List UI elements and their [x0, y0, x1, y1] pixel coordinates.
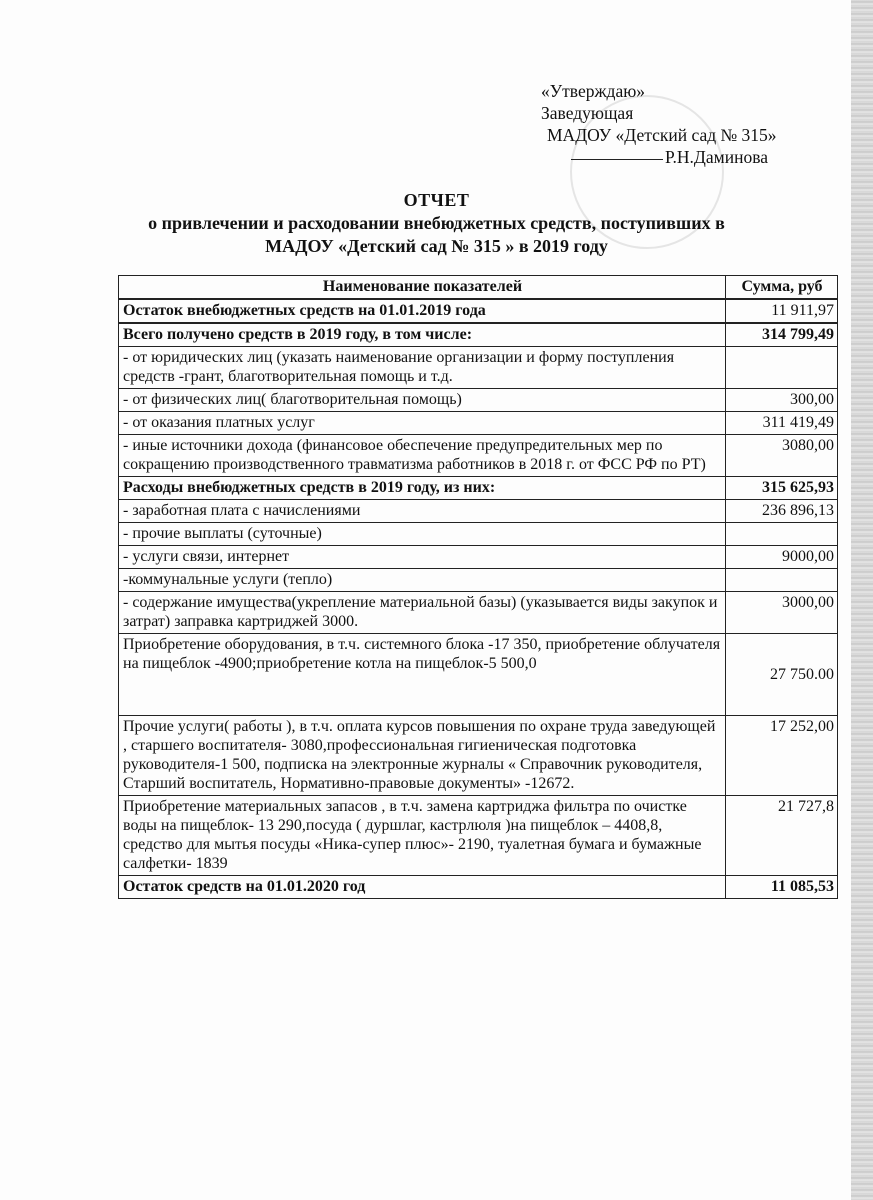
row-sum: 9000,00	[726, 546, 838, 569]
row-name: Всего получено средств в 2019 году, в том числе:	[119, 323, 726, 347]
row-name: - от оказания платных услуг	[119, 412, 726, 435]
row-name: - заработная плата с начислениями	[119, 500, 726, 523]
title-line-1: о привлечении и расходовании внебюджетных средств, поступивших в	[148, 213, 725, 233]
table-row	[119, 435, 838, 477]
table-row	[119, 500, 838, 523]
signature-line	[541, 146, 777, 168]
row-name: Расходы внебюджетных средств в 2019 году, из них:	[119, 477, 726, 500]
row-name: -коммунальные услуги (тепло)	[119, 569, 726, 592]
row-name: Прочие услуги( работы ), в т.ч. оплата курсов повышения по охране труда заведующей , старшего воспитателя- 3080,профессиональная гигиеническая подготовка руководителя-1 500, подписка на электронные журналы « Справочник руководителя, Старший воспитатель, Нормативно-правовые документы» -12672.	[119, 716, 726, 796]
approval-block	[541, 80, 777, 168]
header-name: Наименование показателей	[119, 276, 726, 300]
row-sum: 11 085,53	[726, 876, 838, 899]
row-sum: 27 750.00	[726, 634, 838, 716]
table-row	[119, 716, 838, 796]
row-name: Остаток средств на 01.01.2020 год	[119, 876, 726, 899]
report-title	[0, 189, 873, 258]
table-row	[119, 876, 838, 899]
row-name: - от физических лиц( благотворительная помощь)	[119, 389, 726, 412]
row-name: Приобретение материальных запасов , в т.ч. замена картриджа фильтра по очистке воды на пищеблок- 13 290,посуда ( дуршлаг, кастрлюля )на пищеблок – 4408,8, средство для мытья посуды «Ника-супер плюс»- 2190, туалетная бумага и бумажные салфетки- 1839	[119, 796, 726, 876]
title-heading: ОТЧЕТ	[403, 190, 470, 210]
table-row	[119, 477, 838, 500]
row-sum	[726, 347, 838, 389]
table-row	[119, 347, 838, 389]
row-sum: 315 625,93	[726, 477, 838, 500]
row-sum: 236 896,13	[726, 500, 838, 523]
header-sum: Сумма, руб	[726, 276, 838, 300]
row-sum: 17 252,00	[726, 716, 838, 796]
row-sum: 3080,00	[726, 435, 838, 477]
row-sum	[726, 569, 838, 592]
table-header-row	[119, 276, 838, 300]
row-sum: 11 911,97	[726, 299, 838, 323]
table-row	[119, 569, 838, 592]
table-row	[119, 412, 838, 435]
row-sum: 3000,00	[726, 592, 838, 634]
approval-line-1: «Утверждаю»	[541, 81, 646, 101]
row-sum: 21 727,8	[726, 796, 838, 876]
approval-line-2: Заведующая	[541, 103, 634, 123]
row-sum: 311 419,49	[726, 412, 838, 435]
row-name: Остаток внебюджетных средств на 01.01.2019 года	[119, 299, 726, 323]
signature-underline	[571, 159, 663, 160]
row-sum: 300,00	[726, 389, 838, 412]
row-name: - иные источники дохода (финансовое обеспечение предупредительных мер по сокращению производственного травматизма работников в 2018 г. от ФСС РФ по РТ)	[119, 435, 726, 477]
approval-line-3: МАДОУ «Детский сад № 315»	[547, 125, 777, 145]
row-sum: 314 799,49	[726, 323, 838, 347]
table-row	[119, 592, 838, 634]
table-row	[119, 796, 838, 876]
row-name: - прочие выплаты (суточные)	[119, 523, 726, 546]
row-name: - от юридических лиц (указать наименование организации и форму поступления средств -грант, благотворительная помощь и т.д.	[119, 347, 726, 389]
table-row	[119, 323, 838, 347]
row-name: Приобретение оборудования, в т.ч. системного блока -17 350, приобретение облучателя на пищеблок -4900;приобретение котла на пищеблок-5 500,0	[119, 634, 726, 716]
report-table	[118, 275, 838, 899]
row-name: - услуги связи, интернет	[119, 546, 726, 569]
table-row	[119, 523, 838, 546]
title-line-2: МАДОУ «Детский сад № 315 » в 2019 году	[265, 236, 608, 256]
table-row	[119, 634, 838, 716]
row-sum	[726, 523, 838, 546]
table-row	[119, 389, 838, 412]
table-row	[119, 299, 838, 323]
signer-name: Р.Н.Даминова	[665, 147, 768, 167]
table-row	[119, 546, 838, 569]
row-name: - содержание имущества(укрепление материальной базы) (указывается виды закупок и затрат) заправка картриджей 3000.	[119, 592, 726, 634]
scan-edge-shadow	[851, 0, 873, 1200]
